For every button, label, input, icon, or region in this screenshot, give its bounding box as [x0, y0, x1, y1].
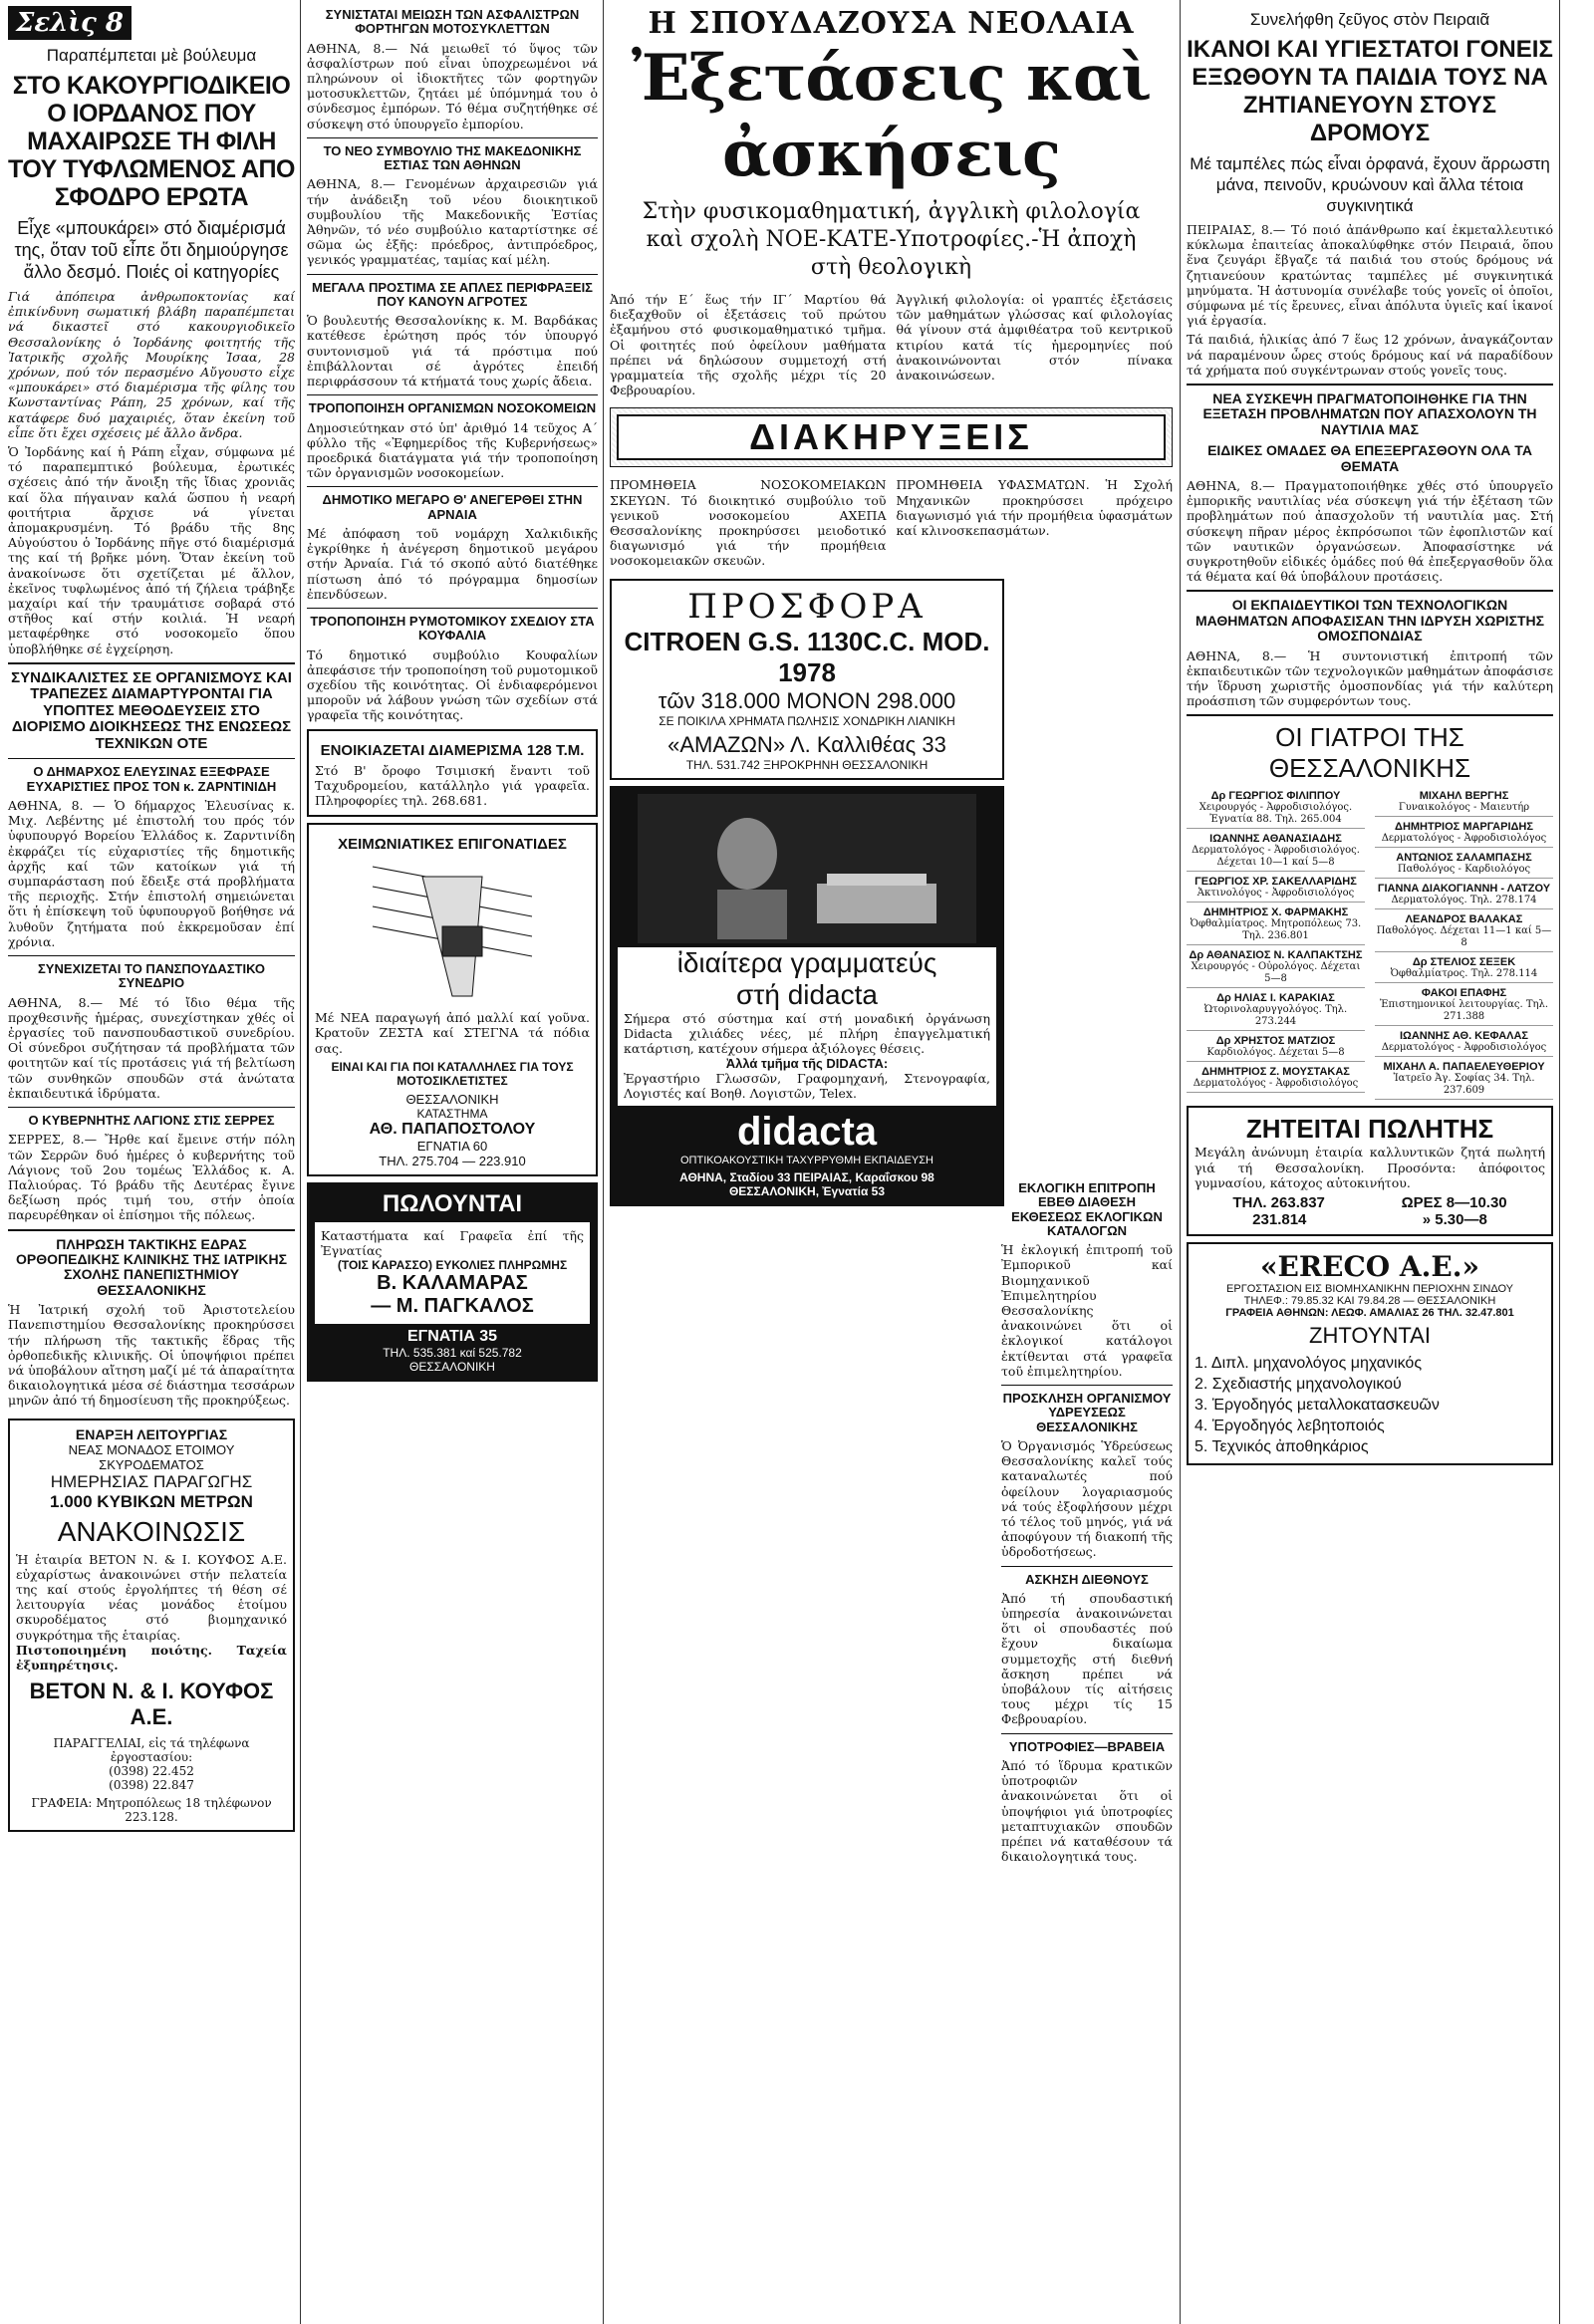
ad-city: ΘΕΣΣΑΛΟΝΙΚΗ	[409, 1360, 495, 1375]
ad-wanted: ΖΗΤΟΥΝΤΑΙ	[1309, 1323, 1431, 1348]
ad-shop: ΚΑΤΑΣΤΗΜΑ	[416, 1106, 488, 1121]
article-body: Ὁ Ὀργανισμός Ὑδρεύσεως Θεσσαλονίκης καλεῖ τούς καταναλωτές πού ὀφείλουν λογαριασμούς νά τούς ἐξοφλήσουν μέχρι τό τέλος τοῦ μηνός, γιά νά ἀποφύγουν τή διακοπή τῆς ὑδροδοτήσεως.	[1001, 1437, 1173, 1560]
doctor-entry	[1375, 911, 1553, 952]
doctor-entry	[1187, 904, 1365, 945]
ad-courses: Ἐργαστήριο Γλωσσῶν, Γραφομηχανή, Στενογραφία, Λογιστές καί Βοηθ. Λογιστῶν, Telex.	[624, 1071, 990, 1102]
article-body: Ἀγγλική φιλολογία: οἱ γραπτές ἐξετάσεις τῶν μαθημάτων γλώσσας καί φιλολογίας θά γίνουν στά ἀμφιθέατρα τοῦ κεντρικοῦ κτιρίου κατά τίς ἡμερομηνίες πού ἀνακοινώνονται στόν πίνακα ἀνακοινώσεων.	[896, 292, 1173, 384]
doctor-name: ΜΙΧΑΗΛ ΒΕΡΓΗΣ	[1419, 790, 1509, 803]
doctor-name: ΦΑΚΟΙ ΕΠΑΦΗΣ	[1421, 987, 1507, 1000]
article-body: Ἀπό τήν Ε΄ ἕως τήν ΙΓ΄ Μαρτίου θά διεξαχθοῦν οἱ ἐξετάσεις τοῦ πρώτου ἐξαμήνου στό φυσικομαθηματικό τμῆμα. Οἱ φοιτητές πού ὀφείλουν μαθήματα πρέπει νά δηλώσουν συμμετοχή στή γραμματεία τῆς σχολῆς μέχρι τίς 20 Φεβρουαρίου.	[610, 292, 887, 398]
doctor-info: Ὠτορινολαρυγγολόγος. Τηλ. 273.244	[1203, 1004, 1348, 1028]
article-body: Ὁ βουλευτής Θεσσαλονίκης κ. Μ. Βαρδάκας κατέθεσε ἐρώτηση πρός τόν ὑπουργό συντονισμοῦ γιά τά πρόστιμα πού ἐπιβάλλονται σέ ἀγρότες ἐπειδή περιφράσσουν τά κτήματά τους χωρίς ἄδεια.	[307, 313, 598, 389]
doctor-name: Δρ ΧΡΗΣΤΟΣ ΜΑΤΖΙΟΣ	[1215, 1035, 1336, 1048]
doctor-name: Δρ ΓΕΩΡΓΙΟΣ ΦΙΛΙΠΠΟΥ	[1210, 790, 1341, 803]
doctor-info: Δερματολόγος - Ἀφροδισιολόγος	[1193, 1078, 1359, 1090]
headline: ΙΚΑΝΟΙ ΚΑΙ ΥΓΙΕΣΤΑΤΟΙ ΓΟΝΕΙΣ ΕΞΩΘΟΥΝ ΤΑ ΠΑΙΔΙΑ ΤΟΥΣ ΝΑ ΖΗΤΙΑΝΕΥΟΥΝ ΣΤΟΥΣ ΔΡΟΜΟΥΣ	[1187, 36, 1553, 146]
ad-sub: ΕΡΓΟΣΤΑΣΙΟΝ ΕΙΣ ΒΙΟΜΗΧΑΝΙΚΗΝ ΠΕΡΙΟΧΗΝ ΣΙΝΔΟΥ	[1226, 1283, 1513, 1295]
headline: Ἐξετάσεις καὶ ἀσκήσεις	[631, 41, 1152, 191]
doctor-name: Δρ ΗΛΙΑΣ Ι. ΚΑΡΑΚΙΑΣ	[1216, 992, 1335, 1005]
headline-congress: ΣΥΝΕΧΙΖΕΤΑΙ ΤΟ ΠΑΝΣΠΟΥΔΑΣΤΙΚΟ ΣΥΝΕΔΡΙΟ	[37, 961, 266, 991]
article-body: ΠΡΟΜΗΘΕΙΑ ΥΦΑΣΜΑΤΩΝ. Ἡ Σχολή Μηχανικῶν προκηρύσσει πρόχειρο διαγωνισμό γιά τήν προμήθεια ὑφασμάτων καί κλινοσκεπασμάτων.	[896, 477, 1173, 539]
kneepad-illustration	[363, 857, 542, 1006]
doctors-list	[1187, 788, 1553, 1100]
ad-sub: (ΤΟΙΣ ΚΑΡΑΣΣΟ) ΕΥΚΟΛΙΕΣ ΠΛΗΡΩΜΗΣ	[337, 1258, 568, 1273]
doctor-entry	[1375, 954, 1553, 983]
ad-address: ΑΘΗΝΑ, Σταδίου 33 ΠΕΙΡΑΙΑΣ, Καραΐσκου 98	[679, 1169, 934, 1184]
article-body: ΑΘΗΝΑ, 8. — Ὁ δήμαρχος Ἐλευσίνας κ. Μιχ. Λεβέντης μέ ἐπιστολή του πρός τόν ὑφυπουργό Βορείου Ἑλλάδος κ. Ζαρντινίδη ἐκφράζει τίς εὐχαριστίες τῆς δημοτικῆς ἀρχῆς καί τῶν κατοίκων γιά τή συμπαράσταση πού ἔδειξε στά προβλήματα τῆς περιοχῆς. Στήν ἐπιστολή σημειώνεται ὅτι ἡ ἐπίσκεψη τοῦ ὑφυπουργοῦ βοήθησε νά λυθοῦν ζητήματα πού ἐκκρεμοῦσαν ἐπί χρόνια.	[8, 797, 295, 949]
ad-headline: στή didacta	[736, 978, 878, 1010]
doctor-info: Ὀφθαλμίατρος. Μητροπόλεως 73. Τηλ. 236.801	[1190, 918, 1362, 942]
ad-headline: ἰδιαίτερα γραμματεύς	[676, 946, 937, 978]
article-body: ΑΘΗΝΑ, 8.— Ἡ συντονιστική ἐπιτροπή τῶν ἐκπαιδευτικῶν τῶν τεχνολογικῶν μαθημάτων ἀποφάσισε τήν ἵδρυση χωριστῆς ὁμοσπονδίας γιά τήν καλύτερη προάσπιση τῶν συμφερόντων τους.	[1187, 647, 1553, 709]
ad-brand: didacta	[736, 1109, 878, 1154]
doctor-info: Ἐπιστημονικοί λειτουργίας. Τηλ. 271.388	[1380, 999, 1548, 1023]
doctor-info: Γυναικολόγος - Μαιευτήρ	[1398, 802, 1530, 814]
ad-phone: ΤΗΛ. 263.837	[1232, 1194, 1325, 1211]
ad-phone: (0398) 22.452	[109, 1764, 194, 1779]
doctor-entry	[1187, 874, 1365, 903]
ad-company: ΒΕΤΟΝ Ν. & Ι. ΚΟΥΦΟΣ Α.Ε.	[29, 1678, 274, 1730]
ad-city: ΘΕΣΣΑΛΟΝΙΚΗ	[405, 1091, 499, 1107]
ad-address: ΕΓΝΑΤΙΑ 35	[406, 1328, 498, 1346]
doctor-info: Δερματολόγος. Τηλ. 278.174	[1391, 895, 1537, 906]
column-1	[8, 0, 295, 1838]
ad-citroen	[610, 579, 1004, 780]
article-body: Μέ ἀπόφαση τοῦ νομάρχη Χαλκιδικῆς ἐγκρίθηκε ἡ ἀνέγερση δημοτικοῦ μεγάρου στήν Ἀρναία. Γιά τό σκοπό αὐτό διατέθηκε πίστωση ἀπό τό πρόγραμμα δημοσίων ἐπενδύσεων.	[307, 525, 598, 602]
column-rule	[603, 0, 604, 2324]
article-body: ΑΘΗΝΑ, 8.— Γενομένων ἀρχαιρεσιῶν γιά τήν ἀνάδειξη τοῦ νέου διοικητικοῦ συμβουλίου τῆς Μακεδονικῆς Ἑστίας Ἀθηνῶν, τό νέο συμβούλιο καταρτίστηκε σέ σῶμα ὡς ἑξῆς: πρόεδρος, ἀντιπρόεδρος, γενικός γραμματέας, ταμίας καί μέλη.	[307, 176, 598, 268]
column-2	[307, 0, 598, 1382]
ad-name: ΑΘ. ΠΑΠΑΠΟΣΤΟΛΟΥ	[369, 1120, 536, 1138]
ad-address: ΘΕΣΣΑΛΟΝΙΚΗ, Ἐγνατία 53	[728, 1183, 886, 1198]
ad-seller	[1187, 1106, 1553, 1236]
article-body: Τό δημοτικό συμβούλιο Κουφαλίων ἀπεφάσισε τήν τροποποίηση τοῦ ρυμοτομικοῦ σχεδίου τῆς κοινότητας. Οἱ ἐνδιαφερόμενοι μποροῦν νά λάβουν γνώση τῶν σχεδίων στά γραφεῖα τῆς κοινότητας.	[307, 646, 598, 723]
ad-for-sale	[307, 1182, 598, 1382]
doctor-name: Δρ ΣΤΕΛΙΟΣ ΣΕΞΕΚ	[1412, 956, 1516, 969]
headline-ekloges: ΕΚΛΟΓΙΚΗ ΕΠΙΤΡΟΠΗ ΕΒΕΘ ΔΙΑΘΕΣΗ ΕΚΘΕΣΕΩΣ ΕΚΛΟΓΙΚΩΝ ΚΑΤΑΛΟΓΩΝ	[1011, 1180, 1163, 1238]
headline-fair: ΑΣΚΗΣΗ ΔΙΕΘΝΟΥΣ	[1025, 1571, 1149, 1587]
headline-governor: Ο ΚΥΒΕΡΝΗΤΗΣ ΛΑΓΙΟΝΣ ΣΤΙΣ ΣΕΡΡΕΣ	[28, 1113, 275, 1129]
doctor-info: Παθολόγος. Δέχεται 11—1 καί 5—8	[1376, 925, 1552, 949]
ad-bullet: ΕΙΝΑΙ ΚΑΙ ΓΙΑ ΠΟΙ ΚΑΤΑΛΛΗΛΕΣ ΓΙΑ ΤΟΥΣ ΜΟΤΟΣΙΚΛΕΤΙΣΤΕΣ	[331, 1059, 574, 1088]
ad-company: «ERECO Α.Ε.»	[1260, 1250, 1479, 1283]
doctors-title: ΟΙ ΓΙΑΤΡΟΙ ΤΗΣ ΘΕΣΣΑΛΟΝΙΚΗΣ	[1268, 722, 1471, 784]
ad-title: ΠΡΟΣΦΟΡΑ	[687, 586, 927, 627]
subheadline-navy: ΕΙΔΙΚΕΣ ΟΜΑΔΕΣ ΘΑ ΕΠΕΞΕΡΓΑΣΘΟΥΝ ΟΛΑ ΤΑ ΘΕΜΑΤΑ	[1207, 442, 1532, 474]
section-badge: Σελὶς 8	[8, 6, 132, 40]
headline-teachers: ΟΙ ΕΚΠΑΙΔΕΥΤΙΚΟΙ ΤΩΝ ΤΕΧΝΟΛΟΓΙΚΩΝ ΜΑΘΗΜΑΤΩΝ ΑΠΟΦΑΣΙΣΑΝ ΤΗΝ ΙΔΡΥΣΗ ΧΩΡΙΣΤΗΣ ΟΜΟΣΠΟΝΔΙΑΣ	[1195, 597, 1545, 645]
headline-mayor: Ο ΔΗΜΑΡΧΟΣ ΕΛΕΥΣΙΝΑΣ ΕΞΕΦΡΑΣΕ ΕΥΧΑΡΙΣΤΙΕΣ ΠΡΟΣ ΤΟΝ κ. ΖΑΡΝΤΙΝΙΔΗ	[26, 764, 277, 794]
doctor-info: Ὀφθαλμίατρος. Τηλ. 278.114	[1390, 968, 1538, 980]
ad-tag: Ἀλλά τμῆμα τῆς DIDACTA:	[725, 1056, 889, 1072]
doctor-entry	[1375, 788, 1553, 817]
subhead: Εἶχε «μπουκάρει» στό διαμέρισμά της, ὅταν τοῦ εἶπε ὅτι δημιούργησε ἄλλο δεσμό. Ποιές οἱ κατηγορίες	[14, 218, 289, 282]
doctor-entry	[1375, 1028, 1553, 1057]
ad-kneepads	[307, 823, 598, 1176]
column-3	[610, 0, 1173, 1206]
doctor-info: Ἰατρεῖο Ἀγ. Σοφίας 34. Τηλ. 237.609	[1393, 1073, 1535, 1097]
ad-price: τῶν 318.000 ΜΟΝΟΝ 298.000	[658, 687, 956, 713]
ad-terms: ΣΕ ΠΟΙΚΙΛΑ ΧΡΗΜΑΤΑ ΠΩΛΗΣΙΣ ΧΟΝΔΡΙΚΗ ΛΙΑΝΙΚΗ	[659, 713, 955, 728]
article-body: ΑΘΗΝΑ, 8.— Μέ τό ἴδιο θέμα τῆς προχθεσινῆς ἡμέρας, συνεχίστηκαν χθές οἱ ἐργασίες τοῦ πανσπουδαστικοῦ συνεδρίου. Οἱ σύνεδροι συζήτησαν τά προβλήματα τῶν φοιτητῶν καί τίς προτάσεις γιά τή βελτίωση τῶν συνθηκῶν σπουδῶν στά ἀνώτατα ἐκπαιδευτικά ἱδρύματα.	[8, 994, 295, 1101]
article-body: Ἀπό τό ἵδρυμα κρατικῶν ὑποτροφιῶν ἀνακοινώνεται ὅτι οἱ ὑποψήφιοι γιά ὑποτροφίες μεταπτυχιακῶν σπουδῶν πρέπει νά καταθέσουν τά δικαιολογητικά τους.	[1001, 1757, 1173, 1865]
ad-brand-sub: ΟΠΤΙΚΟΑΚΟΥΣΤΙΚΗ ΤΑΧΥΡΡΥΘΜΗ ΕΚΠΑΙΔΕΥΣΗ	[679, 1154, 934, 1166]
doctor-entry	[1187, 788, 1365, 829]
ad-title: ΑΝΑΚΟΙΝΩΣΙΣ	[57, 1515, 246, 1547]
photo-typist	[638, 794, 976, 943]
ad-title: ΧΕΙΜΩΝΙΑΤΙΚΕΣ ΕΠΙΓΟΝΑΤΙΔΕΣ	[338, 835, 567, 853]
doctor-name: ΜΙΧΑΗΛ Α. ΠΑΠΑΕΛΕΥΘΕΡΙΟΥ	[1383, 1061, 1545, 1074]
ad-hours: » 5.30—8	[1422, 1211, 1487, 1228]
section-title: ΔΙΑΚΗΡΥΞΕΙΣ	[617, 414, 1166, 460]
ad-item: 1. Διπλ. μηχανολόγος μηχανικός	[1195, 1355, 1423, 1372]
doctor-name: Δρ ΑΘΑΝΑΣΙΟΣ Ν. ΚΑΛΠΑΚΤΣΗΣ	[1189, 949, 1363, 962]
ad-line: 1.000 ΚΥΒΙΚΩΝ ΜΕΤΡΩΝ	[50, 1491, 253, 1511]
lead-text: Γιά ἀπόπειρα ἀνθρωποκτονίας καί ἐπικίνδυνη σωματική βλάβη παραπέμπεται νά δικαστεῖ στό κακουργιοδικεῖο Θεσσαλονίκης ὁ Ἰορδάνης φοιτητής τῆς Ἰατρικῆς σχολῆς Μουρίκης Ἰσαα, 28 χρόνων, πού τόν περασμένο Αὔγουστο εἶχε «μπουκάρει» στό διαμέρισμα τῆς φίλης του Κωνσταντίνας Ράπη, 25 χρόνων, καί τῆς κατάφερε δυό μαχαιριές, ὅταν ἐκείνη τοῦ εἶπε ὅτι ἔχει σχέσεις μέ ἄλλο ἄνδρα.	[8, 289, 295, 440]
column-5	[1187, 0, 1553, 1471]
doctor-name: ΓΕΩΡΓΙΟΣ ΧΡ. ΣΑΚΕΛΛΑΡΙΔΗΣ	[1195, 876, 1357, 889]
headline-council: ΤΟ ΝΕΟ ΣΥΜΒΟΥΛΙΟ ΤΗΣ ΜΑΚΕΔΟΝΙΚΗΣ ΕΣΤΙΑΣ ΤΩΝ ΑΘΗΝΩΝ	[323, 142, 582, 173]
doctor-name: ΙΩΑΝΝΗΣ ΑΘ. ΚΕΦΑΛΑΣ	[1399, 1030, 1529, 1043]
headline-org: ΤΡΟΠΟΠΟΙΗΣΗ ΟΡΓΑΝΙΣΜΩΝ ΝΟΣΟΚΟΜΕΙΩΝ	[308, 400, 597, 416]
ad-note: Πιστοποιημένη ποιότης. Ταχεία ἐξυπηρέτησις.	[16, 1642, 287, 1673]
column-rule	[1559, 0, 1560, 2324]
doctor-entry	[1375, 819, 1553, 848]
ad-phones: ΤΗΛΕΦ.: 79.85.32 ΚΑΙ 79.84.28 — ΘΕΣΣΑΛΟΝΙΚΗ	[1243, 1295, 1496, 1307]
doctor-info: Δερματολόγος - Ἀφροδισιολόγος. Δέχεται 10—1 καί 5—8	[1192, 845, 1360, 869]
doctor-entry	[1187, 831, 1365, 872]
ad-text: Στό Β' ὄροφο Τσιμισκή ἔναντι τοῦ Ταχυδρομείου, κατάλληλο γιά γραφεῖα. Πληροφορίες τηλ. 268.681.	[315, 763, 590, 809]
ad-phone: ΤΗΛ. 531.742 ΞΗΡΟΚΡΗΝΗ ΘΕΣΣΑΛΟΝΙΚΗ	[685, 757, 929, 772]
ad-office: ΓΡΑΦΕΙΑ ΑΘΗΝΩΝ: ΛΕΩΦ. ΑΜΑΛΙΑΣ 26 ΤΗΛ. 32.47.801	[1225, 1307, 1514, 1319]
ad-phone: 231.814	[1252, 1211, 1307, 1228]
ad-line: ΗΜΕΡΗΣΙΑΣ ΠΑΡΑΓΩΓΗΣ	[50, 1471, 253, 1491]
headline-hall: ΔΗΜΟΤΙΚΟ ΜΕΓΑΡΟ Θ' ΑΝΕΓΕΡΘΕΙ ΣΤΗΝ ΑΡΝΑΙΑ	[322, 492, 583, 522]
ad-title: ΠΩΛΟΥΝΤΑΙ	[382, 1189, 523, 1217]
doctor-name: ΔΗΜΗΤΡΙΟΣ Χ. ΦΑΡΜΑΚΗΣ	[1202, 906, 1349, 919]
doctor-name: ΙΩΑΝΝΗΣ ΑΘΑΝΑΣΙΑΔΗΣ	[1209, 833, 1342, 846]
article-body: Δημοσιεύτηκαν στό ὑπ' ἀριθμό 14 τεῦχος Α΄ φύλλο τῆς «Ἐφημερίδος τῆς Κυβερνήσεως» προεδρικά διατάγματα γιά τήν τροποποίηση τῶν ὀργανισμῶν νοσοκομείων.	[307, 419, 598, 481]
article-body: Ἀπό τή σπουδαστική ὑπηρεσία ἀνακοινώνεται ὅτι οἱ σπουδαστές πού ἔχουν δικαίωμα συμμετοχῆς στή διεθνή ἄσκηση πρέπει νά ὑποβάλουν τίς αἰτήσεις τους μέχρι τίς 15 Φεβρουαρίου.	[1001, 1590, 1173, 1727]
ad-dealer: «ΑΜΑΖΩΝ» Λ. Καλλιθέας 33	[667, 731, 946, 757]
subhead: Μέ ταμπέλες πώς εἶναι ὀρφανά, ἔχουν ἄρρωστη μάνα, πεινοῦν, κρυώνουν καὶ ἄλλα τέτοια συγκινητικά	[1190, 154, 1550, 215]
doctor-entry	[1187, 990, 1365, 1031]
ad-ereco	[1187, 1242, 1553, 1465]
article-body: ΑΘΗΝΑ, 8.— Πραγματοποιήθηκε χθές στό ὑπουργεῖο ἐμπορικῆς ναυτιλίας νέα σύσκεψη γιά τήν ἐξέταση τῶν προβλημάτων πού ἀπασχολοῦν τή ναυτιλία μας. Στή σύσκεψη πῆραν μέρος ἐκπρόσωποι τῶν ἐφοπλιστῶν καί τῶν ναυτικῶν ὀργανώσεων. Ἀποφασίστηκε νά συγκροτηθοῦν εἰδικές ὁμάδες πού θά ἐπεξεργασθοῦν ὅλα τά θέματα καί θά ὑποβάλουν προτάσεις.	[1187, 477, 1553, 585]
ad-text: Ἡ ἑταιρία ΒΕΤΟΝ Ν. & Ι. ΚΟΥΦΟΣ Α.Ε. εὐχαρίστως ἀνακοινώνει στήν πελατεία της καί στούς ἐργολήπτες τή θέση σέ λειτουργία νέας μονάδος ἑτοίμου σκυροδέματος στό βιομηχανικό συγκρότημα τῆς ἑταιρίας.	[16, 1551, 287, 1643]
ad-text: Μέ ΝΕΑ παραγωγή ἀπό μαλλί καί γοῦνα. Κρατοῦν ΖΕΣΤΑ καί ΣΤΕΓΝΑ τά πόδια σας.	[315, 1010, 590, 1056]
article-body: Τά παιδιά, ἡλικίας ἀπό 7 ἕως 12 χρόνων, ἀναγκάζονταν νά παραμένουν ὧρες στούς δρόμους καί νά παραδίδουν τά χρήματα πού συγκέντρωναν στούς γονεῖς τους.	[1187, 332, 1553, 378]
kicker: Η ΣΠΟΥΔΑΖΟΥΣΑ ΝΕΟΛΑΙΑ	[648, 6, 1135, 41]
ad-text: Μεγάλη ἀνώνυμη ἑταιρία καλλυντικῶν ζητά πωλητή γιά τή Θεσσαλονίκη. Προσόντα: ἀπόφοιτος γυμνασίου, κάτοχος αὐτοκινήτου.	[1195, 1145, 1545, 1190]
ad-items	[1195, 1353, 1545, 1457]
ad-item: 3. Ἐργοδηγός μεταλλοκατασκευῶν	[1195, 1397, 1440, 1414]
ad-name: — Μ. ΠΑΓΚΑΛΟΣ	[371, 1295, 534, 1318]
ad-rent	[307, 729, 598, 817]
article-body: Ἡ ἐκλογική ἐπιτροπή τοῦ Ἐμπορικοῦ καί Βιομηχανικοῦ Ἐπιμελητηρίου Θεσσαλονίκης ἀνακοινώνει ὅτι οἱ ἐκλογικοί κατάλογοι ἐκτίθενται στά γραφεῖα τοῦ ἐπιμελητηρίου.	[1001, 1242, 1173, 1379]
subhead: Στὴν φυσικομαθηματική, ἀγγλικὴ φιλολογία καὶ σχολὴ ΝΟΕ-ΚΑΤΕ-Υποτροφίες.-Ἡ ἀποχὴ στὴ θεολογικὴ	[642, 199, 1141, 280]
doctor-info: Παθολόγος - Καρδιολόγος	[1397, 864, 1531, 876]
headline-scholarships: ΥΠΟΤΡΟΦΙΕΣ—ΒΡΑΒΕΙΑ	[1008, 1738, 1166, 1754]
doctor-info: Χειρουργός - Οὐρολόγος. Δέχεται 5—8	[1191, 961, 1361, 985]
ad-item: 2. Σχεδιαστής μηχανολογικού	[1195, 1376, 1402, 1393]
ad-phones-label: ΠΑΡΑΓΓΕΛΙΑΙ, εἰς τά τηλέφωνα ἐργοστασίου:	[53, 1736, 250, 1765]
ad-model: CITROEN G.S. 1130C.C. MOD. 1978	[624, 626, 990, 687]
doctor-entry	[1375, 1059, 1553, 1100]
headline-navy: ΝΕΑ ΣΥΣΚΕΨΗ ΠΡΑΓΜΑΤΟΠΟΙΗΘΗΚΕ ΓΙΑ ΤΗΝ ΕΞΕΤΑΣΗ ΠΡΟΒΛΗΜΑΤΩΝ ΠΟΥ ΑΠΑΣΧΟΛΟΥΝ ΤΗ ΝΑΥΤΙΛΙΑ ΜΑΣ	[1202, 390, 1537, 437]
doctor-info: Καρδιολόγος. Δέχεται 5—8	[1206, 1047, 1345, 1059]
article-body: ΠΕΙΡΑΙΑΣ, 8.— Τό ποιό ἀπάνθρωπο καί ἐκμεταλλευτικό κύκλωμα ἐπαιτείας ἀποκαλύφθηκε στόν Πειραιά, ὅπου ἕνα ζευγάρι ἔβγαζε τά παιδιά του στούς δρόμους νά ζητιανεύουν κρατώντας ταμπέλες μέ συγκινητικά μηνύματα. Ἡ ἀστυνομία συνέλαβε τούς γονεῖς οἱ ὁποῖοι, σύμφωνα μέ τίς ἔρευνες, εἶναι ἀπόλυτα ὑγιεῖς καί ἱκανοί γιά ἐργασία.	[1187, 222, 1553, 329]
ad-address: ΕΓΝΑΤΙΑ 60	[416, 1138, 488, 1154]
ad-phone: (0398) 22.847	[109, 1778, 194, 1793]
ad-hours: ΩΡΕΣ 8—10.30	[1401, 1194, 1507, 1211]
doctor-name: ΑΝΤΩΝΙΟΣ ΣΑΛΑΜΠΑΣΗΣ	[1396, 852, 1532, 865]
ad-didacta	[610, 786, 1004, 1206]
headline-fines: ΜΕΓΑΛΑ ΠΡΟΣΤΙΜΑ ΣΕ ΑΠΛΕΣ ΠΕΡΙΦΡΑΞΕΙΣ ΠΟΥ ΚΑΝΟΥΝ ΑΓΡΟΤΕΣ	[311, 279, 593, 309]
kicker: Παραπέμπεται μὲ βούλευμα	[46, 46, 257, 65]
headline: ΣΤΟ ΚΑΚΟΥΡΓΙΟΔΙΚΕΙΟ Ο ΙΟΡΔΑΝΟΣ ΠΟΥ ΜΑΧΑΙΡΩΣΕ ΤΗ ΦΙΛΗ ΤΟΥ ΤΥΦΛΩΜΕΝΟΣ ΑΠΟ ΣΦΟΔΡΟ ΕΡΩΤΑ	[8, 72, 295, 211]
ad-name: Β. ΚΑΛΑΜΑΡΑΣ	[377, 1272, 528, 1295]
headline-clinic: ΠΛΗΡΩΣΗ ΤΑΚΤΙΚΗΣ ΕΔΡΑΣ ΟΡΘΟΠΕΔΙΚΗΣ ΚΛΙΝΙΚΗΣ ΤΗΣ ΙΑΤΡΙΚΗΣ ΣΧΟΛΗΣ ΠΑΝΕΠΙΣΤΗΜΙΟΥ ΘΕΣΣΑΛΟΝΙΚΗΣ	[16, 1235, 287, 1298]
ad-text: Σήμερα στό σύστημα καί στή μοναδική ὀργάνωση Didacta χιλιάδες νέες, μέ πλήρη ἐπαγγελματική κατάρτιση, κατέχουν σήμερα ἀξιόλογες θέσεις.	[624, 1010, 990, 1057]
column-rule	[1180, 0, 1181, 2324]
ad-title: ΖΗΤΕΙΤΑΙ ΠΩΛΗΤΗΣ	[1245, 1114, 1494, 1145]
headline-syndicalists: ΣΥΝΔΙΚΑΛΙΣΤΕΣ ΣΕ ΟΡΓΑΝΙΣΜΟΥΣ ΚΑΙ ΤΡΑΠΕΖΕΣ ΔΙΑΜΑΡΤΥΡΟΝΤΑΙ ΓΙΑ ΥΠΟΠΤΕΣ ΜΕΘΟΔΕΥΣΕΙΣ ΣΤΟ ΔΙΟΡΙΣΜΟ ΔΙΟΙΚΗΣΕΩΣ ΤΗΣ ΕΝΩΣΕΩΣ ΤΕΧΝΙΚΩΝ ΟΤΕ	[11, 668, 292, 752]
ad-item: 4. Ἐργοδηγός λεβητοποιός	[1195, 1418, 1385, 1434]
column-4	[1001, 1175, 1173, 1864]
article-body: Ἡ Ἰατρική σχολή τοῦ Ἀριστοτελείου Πανεπιστημίου Θεσσαλονίκης προκηρύσσει τήν πλήρωση τῆς τακτικῆς ἕδρας τῆς ὀρθοπεδικῆς κλινικῆς. Οἱ ὑποψήφιοι πρέπει νά ὑποβάλουν αἴτηση μαζί μέ τά ἀπαραίτητα δικαιολογητικά μέσα σέ διάστημα τεσσάρων μηνῶν ἀπό τή δημοσίευση τῆς προκηρύξεως.	[8, 1302, 295, 1409]
headline-plan: ΤΡΟΠΟΠΟΙΗΣΗ ΡΥΜΟΤΟΜΙΚΟΥ ΣΧΕΔΙΟΥ ΣΤΑ ΚΟΥΦΑΛΙΑ	[310, 613, 595, 644]
ad-item: 5. Τεχνικός ἀποθηκάριος	[1195, 1438, 1369, 1455]
ad-line: ΝΕΑΣ ΜΟΝΑΔΟΣ ΕΤΟΙΜΟΥ ΣΚΥΡΟΔΕΜΑΤΟΣ	[68, 1441, 235, 1472]
ad-phone: ΤΗΛ. 535.381 καί 525.782	[383, 1346, 522, 1361]
doctor-entry	[1187, 947, 1365, 988]
doctor-entry	[1375, 881, 1553, 909]
kicker: Συνελήφθη ζεῦγος στὸν Πειραιᾶ	[1249, 10, 1490, 29]
doctor-entry	[1375, 985, 1553, 1026]
ad-beton	[8, 1419, 295, 1833]
column-rule	[300, 0, 301, 2324]
doctor-name: ΔΗΜΗΤΡΙΟΣ Ζ. ΜΟΥΣΤΑΚΑΣ	[1201, 1066, 1350, 1079]
headline-water: ΠΡΟΣΚΛΗΣΗ ΟΡΓΑΝΙΣΜΟΥ ΥΔΡΕΥΣΕΩΣ ΘΕΣΣΑΛΟΝΙΚΗΣ	[1002, 1391, 1172, 1434]
article-body: ΠΡΟΜΗΘΕΙΑ ΝΟΣΟΚΟΜΕΙΑΚΩΝ ΣΚΕΥΩΝ. Τό διοικητικό συμβούλιο τοῦ γενικοῦ νοσοκομείου ΑΧΕΠΑ Θεσσαλονίκης προκηρύσσει μειοδοτικό διαγωνισμό γιά τήν προμήθεια νοσοκομειακῶν σκευῶν.	[610, 477, 887, 569]
headline-moto: ΣΥΝΙΣΤΑΤΑΙ ΜΕΙΩΣΗ ΤΩΝ ΑΣΦΑΛΙΣΤΡΩΝ ΦΟΡΤΗΓΩΝ ΜΟΤΟΣΥΚΛΕΤΤΩΝ	[325, 7, 580, 37]
ad-title: ΕΝΟΙΚΙΑΖΕΤΑΙ ΔΙΑΜΕΡΙΣΜΑ 128 Τ.Μ.	[320, 741, 585, 759]
ad-line: ΕΝΑΡΞΗ ΛΕΙΤΟΥΡΓΙΑΣ	[75, 1425, 228, 1442]
article-body: Ὁ Ἰορδάνης καί ἡ Ράπη εἶχαν, σύμφωνα μέ τό παραπεμπτικό βούλευμα, ἐρωτικές σχέσεις ἀπό τήν ἄνοιξη τῆς ἴδιας χρονιᾶς καί ὅλα πήγαιναν καλά ὥσπου ἡ νεαρή φοιτήτρια ἄρχισε νά γίνεται ἀπομακρυσμένη. Τό βράδυ τῆς 8ης Αὐγούστου ὁ Ἰορδάνης πῆγε στό διαμέρισμά της καί τή βρῆκε μόνη. Ὅταν ἐκείνη τοῦ ἀνακοίνωσε ὅτι σχετίζεται μέ ἄλλον, ἐκεῖνος τυφλωμένος ἀπό τή ζήλεια τράβηξε μαχαίρι καί τήν τραυμάτισε σοβαρά στό στῆθος καί στήν κοιλιά. Ἡ νεαρή μεταφέρθηκε στό νοσοκομεῖο ὅπου ὑποβλήθηκε σέ ἐγχείρηση.	[8, 444, 295, 656]
doctor-entry	[1187, 1033, 1365, 1062]
ad-text: Καταστήματα καί Γραφεῖα ἐπί τῆς Ἐγνατίας	[321, 1227, 584, 1258]
doctor-entry	[1375, 850, 1553, 879]
doctor-info: Χειρουργός - Ἀφροδισιολόγος. Ἐγνατία 88. Τηλ. 265.004	[1198, 802, 1353, 826]
ad-office: ΓΡΑΦΕΙΑ: Μητροπόλεως 18 τηλέφωνον 223.128.	[31, 1796, 272, 1825]
doctor-entry	[1187, 1064, 1365, 1093]
doctor-info: Δερματολόγος - Ἀφροδισιολόγος	[1381, 1042, 1547, 1054]
doctor-name: ΛΕΑΝΔΡΟΣ ΒΑΛΑΚΑΣ	[1405, 913, 1523, 926]
ad-phone: ΤΗΛ. 275.704 — 223.910	[379, 1153, 526, 1168]
doctor-name: ΔΗΜΗΤΡΙΟΣ ΜΑΡΓΑΡΙΔΗΣ	[1395, 821, 1533, 834]
doctor-name: ΓΙΑΝΝΑ ΔΙΑΚΟΓΙΑΝΝΗ - ΛΑΤΖΟΥ	[1377, 883, 1551, 896]
article-body: ΣΕΡΡΕΣ, 8.— Ἤρθε καί ἔμεινε στήν πόλη τῶν Σερρῶν δυό ἡμέρες ὁ κυβερνήτης τοῦ Λάγιονς τοῦ 2ου τομέως Ἑλλάδος κ. Α. Παλιούρας. Τό βράδυ τῆς Δευτέρας ἔγινε δεξίωση πρός τιμή του, στήν ὁποία παρευρέθηκαν οἱ ἐπίσημοι τῆς πόλεως.	[8, 1132, 295, 1223]
article-body: ΑΘΗΝΑ, 8.— Νά μειωθεῖ τό ὕψος τῶν ἀσφαλίστρων πού εἶναι ὑποχρεωμένοι νά πληρώνουν οἱ ἰδιοκτῆτες τῶν φορτηγῶν μοτοσυκλεττῶν, ζητάει μέ ὑπόμνημά του ὁ σύνδεσμος ἐμπόρων. Τό θέμα συζητήθηκε σέ σύσκεψη στό ὑπουργεῖο ἐμπορίου.	[307, 40, 598, 131]
doctor-info: Δερματολόγος - Ἀφροδισιολόγος	[1381, 833, 1547, 845]
doctor-info: Ἀκτινολόγος - Ἀφροδισιολόγος	[1196, 888, 1355, 900]
